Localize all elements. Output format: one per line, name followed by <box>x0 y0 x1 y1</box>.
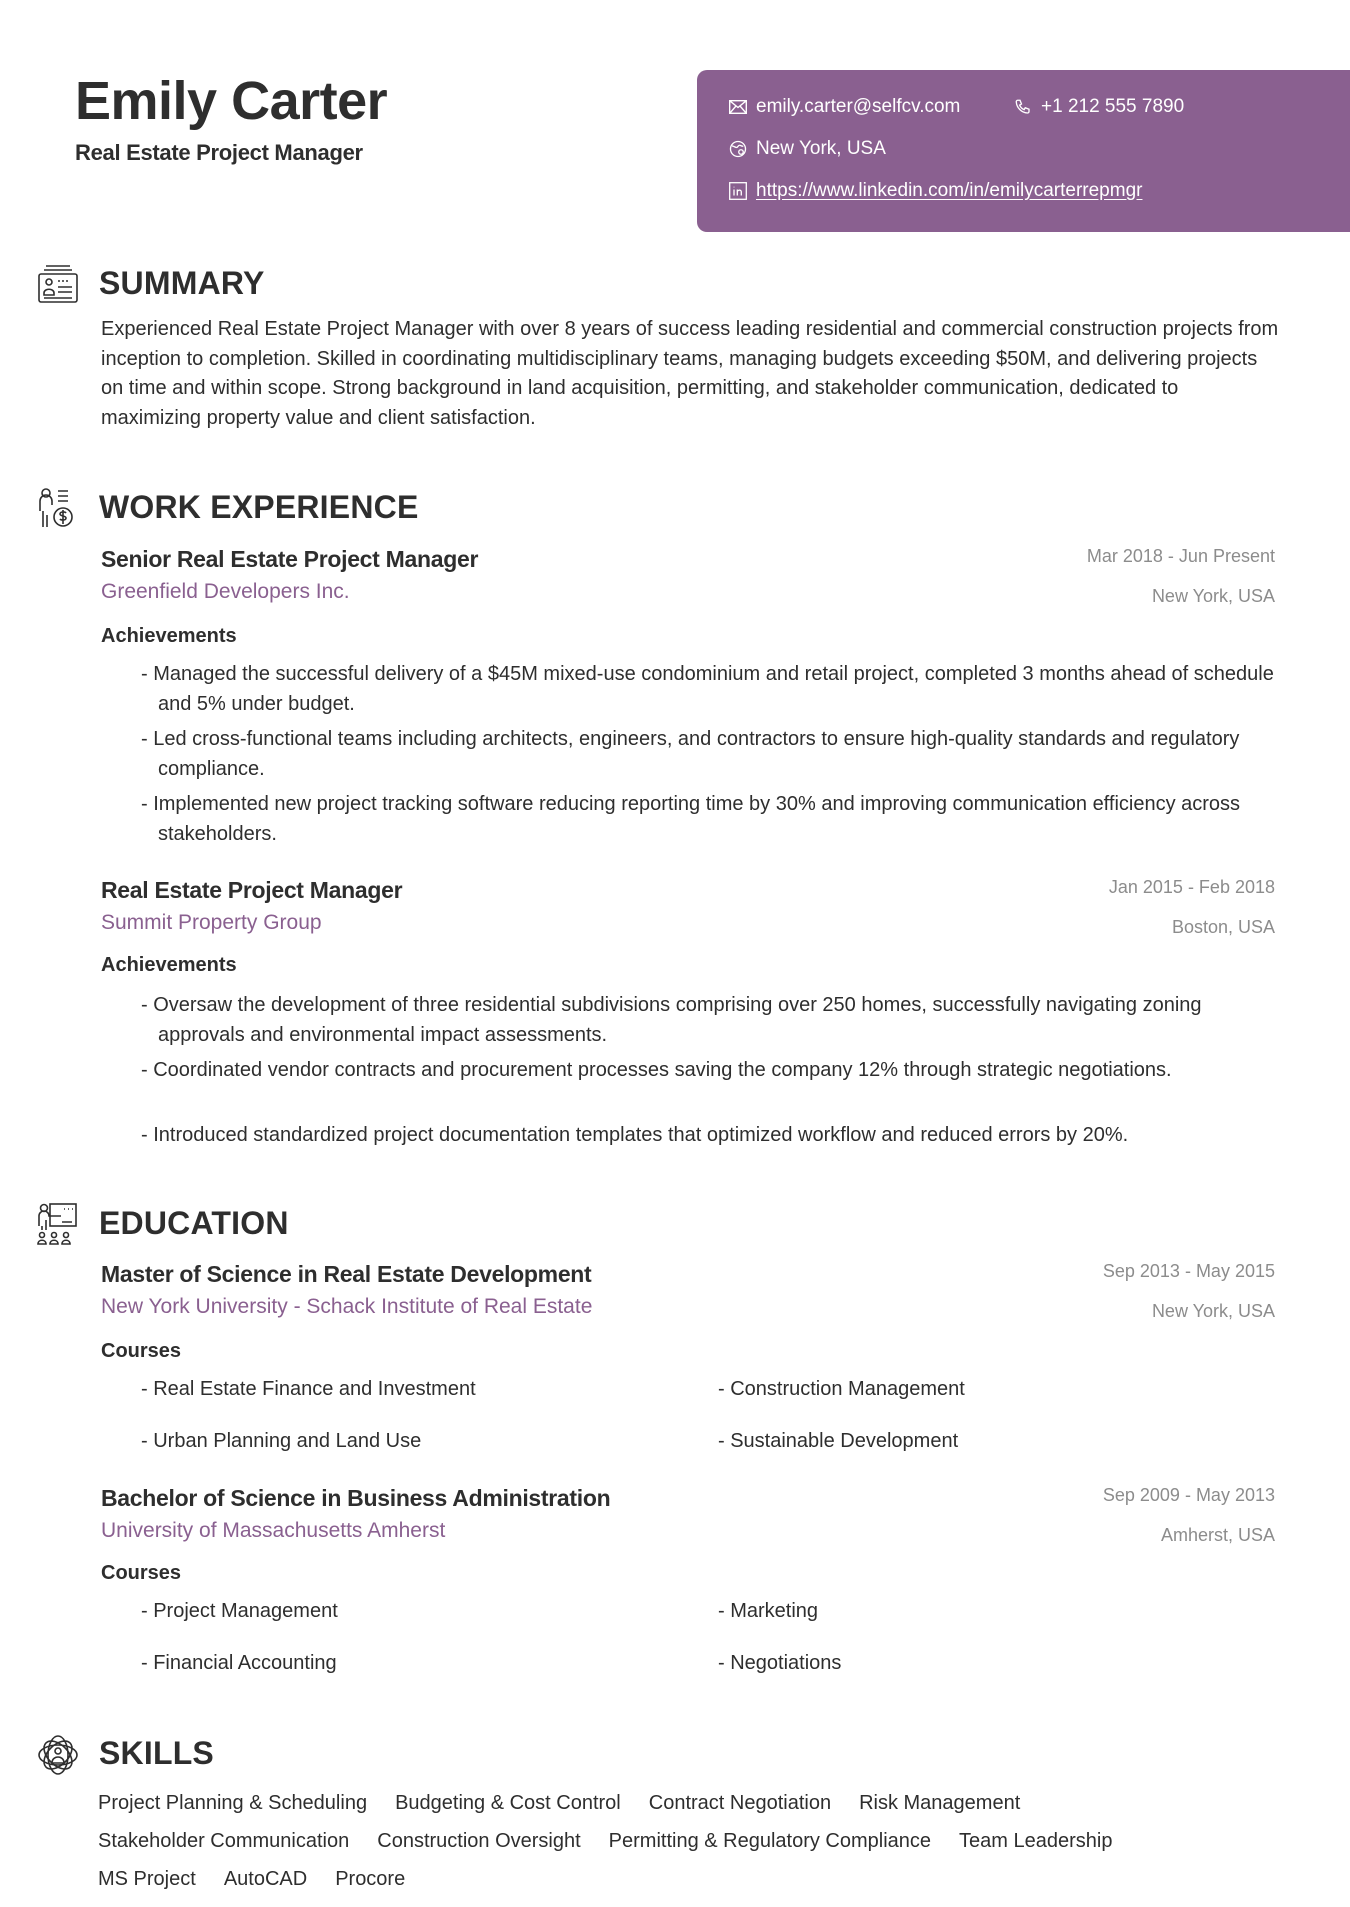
section-heading-skills: SKILLS <box>99 1735 214 1771</box>
skills-row <box>98 1868 433 1891</box>
achievement-item: - Led cross-functional teams including architects, engineers, and contractors to ensure high-quality standards and regulatory compliance. <box>141 728 1240 780</box>
section-heading-education: EDUCATION <box>99 1205 289 1241</box>
achievements-label: Achievements <box>101 625 237 647</box>
linkedin-link[interactable]: https://www.linkedin.com/in/emilycarterrepmgr <box>756 180 1143 201</box>
achievement-item: - Coordinated vendor contracts and procurement processes saving the company 12% through strategic negotiations. <box>141 1059 1172 1081</box>
job-dates: Mar 2018 - Jun Present <box>1086 546 1275 566</box>
achievement-item: - Introduced standardized project documentation templates that optimized workflow and reduced errors by 20%. <box>141 1124 1129 1146</box>
school-location: New York, USA <box>1151 1301 1275 1321</box>
skills-row <box>98 1792 1048 1815</box>
degree-title: Master of Science in Real Estate Development <box>101 1261 592 1287</box>
courses-label: Courses <box>101 1340 182 1362</box>
degree-dates: Sep 2009 - May 2013 <box>1102 1485 1275 1505</box>
linkedin-icon <box>728 182 747 201</box>
degree-title: Bachelor of Science in Business Administration <box>101 1485 611 1511</box>
contact-phone[interactable] <box>1013 96 1184 118</box>
email-text: emily.carter@selfcv.com <box>756 96 961 117</box>
achievement-item: - Managed the successful delivery of a $45M mixed-use condominium and retail project, completed 3 months ahead of schedule and 5% under budget. <box>141 663 1274 715</box>
person-dollar-icon <box>36 487 80 531</box>
achievement-item: - Oversaw the development of three residential subdivisions comprising over 250 homes, successfully navigating zoning approvals and environmental impact assessments. <box>141 994 1202 1046</box>
globe-icon <box>728 140 747 159</box>
contact-linkedin[interactable] <box>728 180 1142 202</box>
job-company: Summit Property Group <box>101 911 322 934</box>
skill-tag: Contract Negotiation <box>648 1792 832 1814</box>
skill-tag: Permitting & Regulatory Compliance <box>608 1830 932 1852</box>
degree-dates: Sep 2013 - May 2015 <box>1102 1261 1275 1281</box>
job-company: Greenfield Developers Inc. <box>101 580 350 603</box>
courses-label: Courses <box>101 1562 182 1584</box>
id-card-icon <box>36 262 80 306</box>
course-item: - Sustainable Development <box>718 1430 959 1452</box>
skill-tag: AutoCAD <box>223 1868 308 1890</box>
skill-tag: Procore <box>335 1868 406 1890</box>
school-location: Amherst, USA <box>1160 1525 1275 1545</box>
skills-row <box>98 1830 1140 1853</box>
section-heading-experience: WORK EXPERIENCE <box>99 489 419 525</box>
skill-tag: MS Project <box>98 1868 196 1890</box>
skill-tag: Stakeholder Communication <box>98 1830 350 1852</box>
location-text: New York, USA <box>756 138 886 159</box>
contact-location <box>728 138 886 160</box>
course-item: - Urban Planning and Land Use <box>141 1430 422 1452</box>
course-item: - Marketing <box>718 1600 819 1622</box>
job-dates: Jan 2015 - Feb 2018 <box>1108 877 1275 897</box>
person-orbit-icon <box>36 1733 80 1777</box>
job-location: New York, USA <box>1151 586 1275 606</box>
job-location: Boston, USA <box>1171 917 1275 937</box>
course-item: - Project Management <box>141 1600 338 1622</box>
skill-tag: Risk Management <box>859 1792 1021 1814</box>
section-heading-summary: SUMMARY <box>99 265 265 301</box>
job-title: Real Estate Project Manager <box>101 877 403 903</box>
school-name: New York University - Schack Institute of Real Estate <box>101 1295 593 1318</box>
course-item: - Construction Management <box>718 1378 965 1400</box>
summary-text: Experienced Real Estate Project Manager with over 8 years of success leading residential and commercial construction projects from inception to completion. Skilled in coordinating multidisciplinary teams, managing budgets exceeding $50M, and delivering projects on time and within scope. Strong background in land acquisition, permitting, and stakeholder communication, dedicated to maximizing property value and client satisfaction. <box>101 318 1279 429</box>
skill-tag: Team Leadership <box>959 1830 1113 1852</box>
candidate-title: Real Estate Project Manager <box>75 140 363 165</box>
job-title: Senior Real Estate Project Manager <box>101 546 479 572</box>
contact-email[interactable] <box>728 96 960 118</box>
phone-icon <box>1013 98 1032 117</box>
course-item: - Real Estate Finance and Investment <box>141 1378 476 1400</box>
contact-panel <box>697 70 1350 232</box>
course-item: - Negotiations <box>718 1652 842 1674</box>
envelope-icon <box>728 98 747 117</box>
skill-tag: Construction Oversight <box>377 1830 581 1852</box>
achievements-label: Achievements <box>101 954 237 976</box>
school-name: University of Massachusetts Amherst <box>101 1519 446 1542</box>
skill-tag: Budgeting & Cost Control <box>395 1792 621 1814</box>
course-item: - Financial Accounting <box>141 1652 337 1674</box>
teacher-board-icon <box>36 1202 80 1246</box>
achievement-item: - Implemented new project tracking software reducing reporting time by 30% and improving communication efficiency across stakeholders. <box>141 793 1241 845</box>
candidate-name: Emily Carter <box>75 71 388 131</box>
phone-text: +1 212 555 7890 <box>1041 96 1185 117</box>
skill-tag: Project Planning & Scheduling <box>98 1792 368 1814</box>
